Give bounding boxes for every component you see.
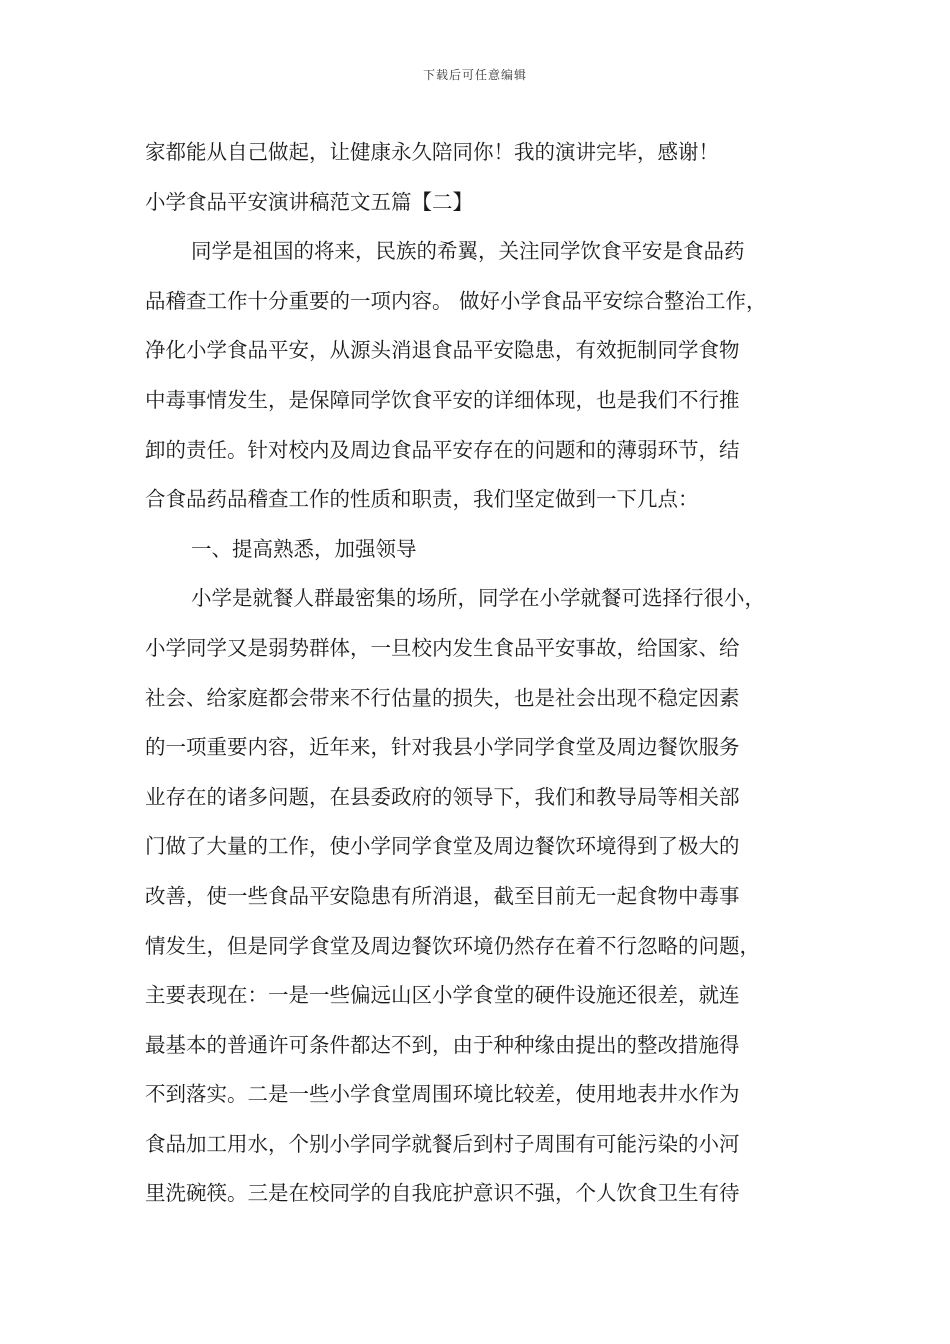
text-line: 不到落实。二是一些小学食堂周围环境比较差，使用地表井水作为 [145,1082,740,1107]
text-line: 卸的责任。针对校内及周边食品平安存在的问题和的薄弱环节，结 [145,437,740,462]
page-header: 下载后可任意编辑 [422,68,527,82]
text-line: 门做了大量的工作，使小学同学食堂及周边餐饮环境得到了极大的 [145,834,740,859]
text-line: 主要表现在：一是一些偏远山区小学食堂的硬件设施还很差，就连 [145,983,740,1008]
text-line: 合食品药品稽查工作的性质和职责，我们坚定做到一下几点： [145,487,699,512]
text-line: 同学是祖国的将来，民族的希翼，关注同学饮食平安是食品药 [191,239,745,264]
text-line: 小学是就餐人群最密集的场所，同学在小学就餐可选择行很小， [191,586,765,611]
document-body [145,128,810,1219]
text-line: 净化小学食品平安，从源头消退食品平安隐患，有效扼制同学食物 [145,338,740,363]
text-line: 中毒事情发生，是保障同学饮食平安的详细体现，也是我们不行推 [145,387,740,412]
text-line: 最基本的普通许可条件都达不到，由于种种缘由提出的整改措施得 [145,1032,740,1057]
text-line: 改善，使一些食品平安隐患有所消退，截至目前无一起食物中毒事 [145,883,740,908]
text-line: 小学食品平安演讲稿范文五篇【二】 [145,189,473,214]
text-line: 一、提高熟悉，加强领导 [191,536,417,561]
text-line: 情发生，但是同学食堂及周边餐饮环境仍然存在着不行忽略的问题， [145,933,760,958]
text-line: 食品加工用水，个别小学同学就餐后到村子周围有可能污染的小河 [145,1131,740,1156]
text-line: 里洗碗筷。三是在校同学的自我庇护意识不强，个人饮食卫生有待 [145,1181,740,1206]
text-line: 社会、给家庭都会带来不行估量的损失，也是社会出现不稳定因素 [145,685,740,710]
text-line: 小学同学又是弱势群体，一旦校内发生食品平安事故，给国家、给 [145,635,740,660]
text-line: 业存在的诸多问题，在县委政府的领导下，我们和教导局等相关部 [145,784,740,809]
text-line: 家都能从自己做起，让健康永久陪同你！我的演讲完毕，感谢！ [145,140,719,164]
text-line: 品稽查工作十分重要的一项内容。 做好小学食品平安综合整治工作， [145,288,767,313]
text-line: 的一项重要内容，近年来，针对我县小学同学食堂及周边餐饮服务 [145,735,740,760]
